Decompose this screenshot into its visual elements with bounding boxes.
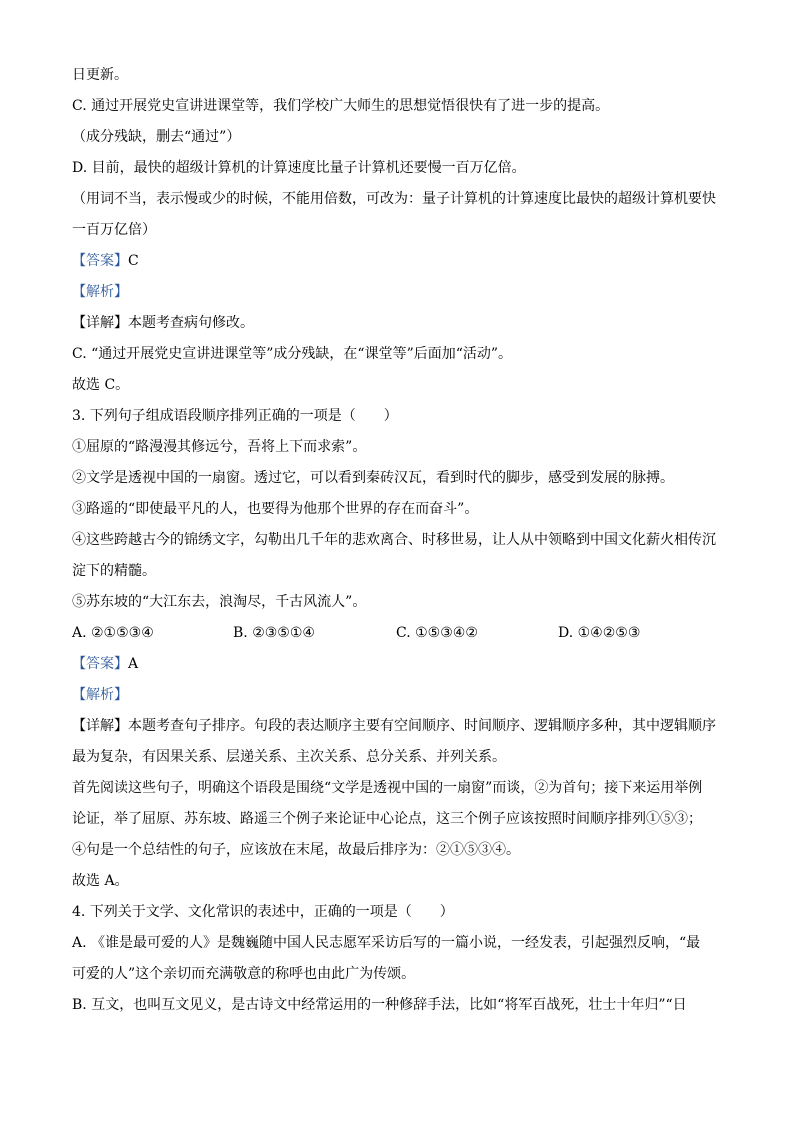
- q3-item: ①屈原的“路漫漫其修远兮，吾将上下而求索”。: [72, 439, 367, 455]
- text-line: 日更新。: [72, 67, 128, 83]
- q3-explain: 论证，举了屈原、苏东坡、路遥三个例子来论证中心论点，这三个例子应该按照时间顺序排列①⑤③；: [72, 811, 702, 827]
- option-d-note: （用词不当，表示慢或少的时候，不能用倍数，可改为：量子计算机的计算速度比最快的超级计算机要快: [72, 191, 716, 207]
- q2-answer: [72, 246, 722, 277]
- q3-option-d: D. ①④②⑤③: [558, 625, 641, 641]
- q3-conclusion: 故选 A。: [72, 873, 129, 889]
- analysis-tag: 【解析】: [72, 687, 128, 703]
- q3-detail: [72, 711, 722, 742]
- q4-stem: 4. 下列关于文学、文化常识的表述中，正确的一项是（ ）: [72, 904, 454, 920]
- q2-analysis: [72, 277, 722, 308]
- q3-option-b: B. ②③⑤①④: [233, 625, 315, 641]
- answer-tag: 【答案】: [72, 656, 128, 672]
- q3-option-a: A. ②①⑤③④: [72, 625, 154, 641]
- q3-detail-cont: 最为复杂，有因果关系、层递关系、主次关系、总分关系、并列关系。: [72, 749, 506, 765]
- q3-explain: 首先阅读这些句子，明确这个语段是围绕“文学是透视中国的一扇窗”而谈，②为首句；接下来运用举例: [72, 780, 703, 796]
- q4-option-text: B. 互文，也叫互文见义，是古诗文中经常运用的一种修辞手法，比如“将军百战死，壮士十年归”“日: [72, 997, 687, 1013]
- q2-explain: C. “通过开展党史宣讲进课堂等”成分残缺，在“课堂等”后面加“活动”。: [72, 346, 513, 362]
- detail-tag: 【详解】: [72, 315, 128, 331]
- answer-value: A: [128, 656, 139, 672]
- option-d-text: D. 目前，最快的超级计算机的计算速度比量子计算机还要慢一百万亿倍。: [72, 160, 526, 176]
- detail-text: 本题考查句子排序。句段的表达顺序主要有空间顺序、时间顺序、逻辑顺序多种，其中逻辑顺序: [128, 718, 716, 734]
- q3-options: [72, 618, 722, 649]
- q2-detail: [72, 308, 722, 339]
- document-page: [72, 60, 722, 1021]
- option-c-note: （成分残缺，删去“通过”）: [72, 129, 241, 145]
- q2-conclusion: 故选 C。: [72, 377, 130, 393]
- q3-item: 淀下的精髓。: [72, 563, 156, 579]
- q3-item: ③路遥的“即使最平凡的人，也要得为他那个世界的存在而奋斗”。: [72, 501, 479, 517]
- q3-option-c: C. ①⑤③④②: [396, 625, 478, 641]
- q3-item: ②文学是透视中国的一扇窗。透过它，可以看到秦砖汉瓦，看到时代的脚步，感受到发展的脉搏。: [72, 470, 674, 486]
- q3-stem: 3. 下列句子组成语段顺序排列正确的一项是（ ）: [72, 408, 398, 424]
- analysis-tag: 【解析】: [72, 284, 128, 300]
- answer-value: C: [128, 253, 139, 269]
- q3-explain: ④句是一个总结性的句子，应该放在末尾，故最后排序为：②①⑤③④。: [72, 842, 520, 858]
- q3-item: ⑤苏东坡的“大江东去，浪淘尽，千古风流人”。: [72, 594, 367, 610]
- q3-answer: [72, 649, 722, 680]
- q4-option-text: 可爱的人”这个亲切而充满敬意的称呼也由此广为传颂。: [72, 966, 416, 982]
- detail-tag: 【详解】: [72, 718, 128, 734]
- detail-text: 本题考查病句修改。: [128, 315, 254, 331]
- answer-tag: 【答案】: [72, 253, 128, 269]
- option-c-text: C. 通过开展党史宣讲进课堂等，我们学校广大师生的思想觉悟很快有了进一步的提高。: [72, 98, 610, 114]
- q3-analysis: [72, 680, 722, 711]
- q3-item: ④这些跨越古今的锦绣文字，勾勒出几千年的悲欢离合、时移世易，让人从中领略到中国文化薪火相传沉: [72, 532, 716, 548]
- option-d-note-cont: 一百万亿倍）: [72, 222, 156, 238]
- q4-option-text: A. 《谁是最可爱的人》是魏巍随中国人民志愿军采访后写的一篇小说，一经发表，引起强烈反响，“最: [72, 935, 701, 951]
